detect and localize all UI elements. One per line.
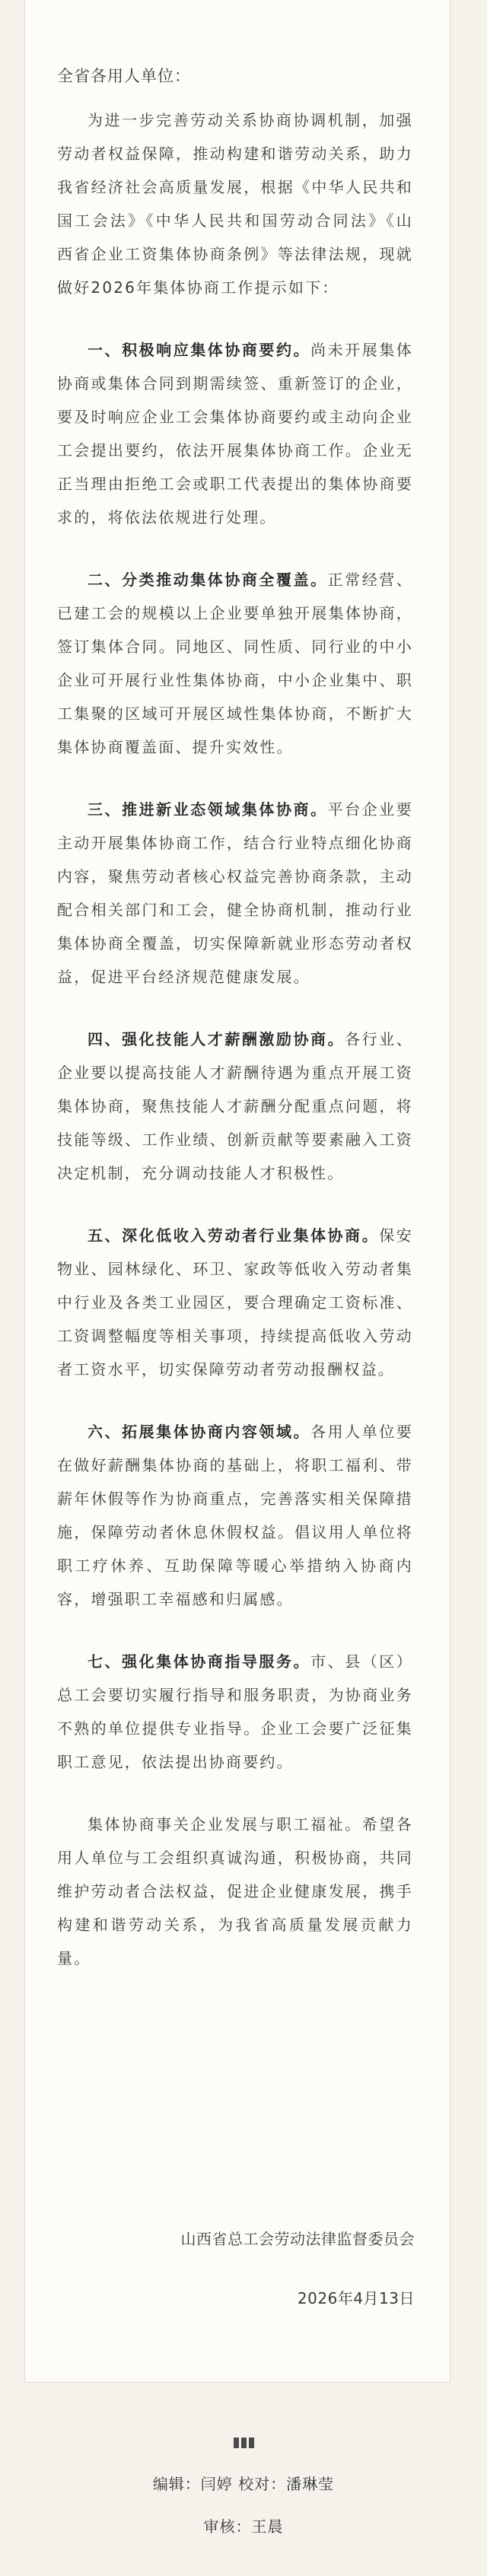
section-6-heading: 六、拓展集体协商内容领域。 <box>88 1423 311 1441</box>
reviewer-credit: 审核：王晨 <box>203 2517 284 2536</box>
section-3-heading: 三、推进新业态领域集体协商。 <box>88 800 328 819</box>
section-7 <box>57 1645 413 1779</box>
section-4 <box>57 1022 413 1190</box>
section-1-heading: 一、积极响应集体协商要约。 <box>88 341 311 359</box>
section-2 <box>57 563 413 764</box>
section-2-body: 正常经营、已建工会的规模以上企业要单独开展集体协商，签订集体合同。同地区、同性质、同行业的中小企业可开展行业性集体协商，中小企业集中、职工集聚的区域可开展区域性集体协商，不断扩大集体协商覆盖面、提升实效性。 <box>57 571 413 756</box>
section-4-body: 各行业、企业要以提高技能人才薪酬待遇为重点开展工资集体协商，聚焦技能人才薪酬分配重点问题，将技能等级、工作业绩、创新贡献等要素融入工资决定机制，充分调动技能人才积极性。 <box>57 1030 413 1182</box>
section-6 <box>57 1415 413 1616</box>
section-5-body: 保安物业、园林绿化、环卫、家政等低收入劳动者集中行业及各类工业园区，要合理确定工资标准、工资调整幅度等相关事项，持续提高低收入劳动者工资水平，切实保障劳动者劳动报酬权益。 <box>57 1226 413 1379</box>
section-3-body: 平台企业要主动开展集体协商工作，结合行业特点细化协商内容，聚焦劳动者核心权益完善协商条款，主动配合相关部门和工会，健全协商机制，推动行业集体协商全覆盖，切实保障新就业形态劳动者权益，促进平台经济规范健康发展。 <box>57 800 413 986</box>
section-6-body: 各用人单位要在做好薪酬集体协商的基础上，将职工福利、带薪年休假等作为协商重点，完善落实相关保障措施，保障劳动者休息休假权益。倡议用人单位将职工疗休养、互助保障等暖心举措纳入协商内容，增强职工幸福感和归属感。 <box>57 1423 413 1608</box>
section-7-body: 市、县（区）总工会要切实履行指导和服务职责，为协商业务不熟的单位提供专业指导。企业工会要广泛征集职工意见，依法提出协商要约。 <box>57 1652 413 1771</box>
salutation: 全省各用人单位： <box>57 67 191 85</box>
editor-credit: 编辑：闫婷 校对：潘琳莹 <box>152 2475 335 2493</box>
section-5-heading: 五、深化低收入劳动者行业集体协商。 <box>88 1226 380 1245</box>
divider-bar <box>241 2438 247 2448</box>
section-1 <box>57 333 413 534</box>
issue-date: 2026年4月13日 <box>297 2289 415 2307</box>
intro-paragraph: 为进一步完善劳动关系协商协调机制，加强劳动者权益保障，推动构建和谐劳动关系，助力我省经济社会高质量发展，根据《中华人民共和国工会法》《中华人民共和国劳动合同法》《山西省企业工资集体协商条例》等法律法规，现就做好2026年集体协商工作提示如下： <box>57 111 413 297</box>
section-5 <box>57 1219 413 1386</box>
section-7-heading: 七、强化集体协商指导服务。 <box>88 1652 311 1671</box>
divider-bar <box>249 2438 254 2448</box>
section-1-body: 尚未开展集体协商或集体合同到期需续签、重新签订的企业，要及时响应企业工会集体协商要约或主动向企业工会提出要约，依法开展集体协商工作。企业无正当理由拒绝工会或职工代表提出的集体协商要求的，将依法依规进行处理。 <box>57 341 413 526</box>
notice-card <box>24 0 450 2383</box>
section-divider <box>0 2438 487 2453</box>
divider-bar <box>234 2438 239 2448</box>
issuer-signature: 山西省总工会劳动法律监督委员会 <box>180 2230 415 2248</box>
section-3 <box>57 793 413 994</box>
section-4-heading: 四、强化技能人才薪酬激励协商。 <box>88 1030 345 1048</box>
section-2-heading: 二、分类推动集体协商全覆盖。 <box>88 571 328 589</box>
closing-paragraph: 集体协商事关企业发展与职工福祉。希望各用人单位与工会组织真诚沟通，积极协商，共同维护劳动者合法权益，促进企业健康发展，携手构建和谐劳动关系，为我省高质量发展贡献力量。 <box>57 1815 413 1967</box>
